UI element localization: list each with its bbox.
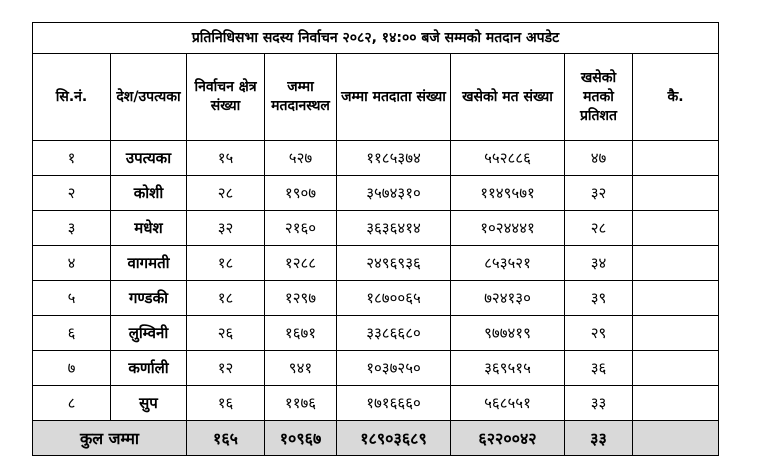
cell-constituencies: १५	[187, 141, 265, 176]
cell-sn: ६	[33, 316, 111, 351]
cell-region: लुम्विनी	[111, 316, 187, 351]
cell-constituencies: १८	[187, 281, 265, 316]
cell-turnout-pct: २९	[565, 316, 633, 351]
table-row	[33, 386, 719, 421]
table-row	[33, 211, 719, 246]
header-sn: सि.नं.	[33, 54, 111, 141]
cell-turnout-pct: ३२	[565, 176, 633, 211]
cell-total-voters: १७१६६६०	[337, 386, 451, 421]
total-total-voters: १८९०३६८९	[337, 421, 451, 456]
cell-turnout-pct: ३६	[565, 351, 633, 386]
cell-sn: ८	[33, 386, 111, 421]
cell-remarks	[633, 211, 719, 246]
cell-remarks	[633, 141, 719, 176]
cell-remarks	[633, 316, 719, 351]
cell-region: गण्डकी	[111, 281, 187, 316]
cell-turnout-pct: २८	[565, 211, 633, 246]
cell-total-voters: ३५७४३१०	[337, 176, 451, 211]
cell-polling-places: १२९७	[265, 281, 337, 316]
cell-turnout-pct: ४७	[565, 141, 633, 176]
cell-votes-cast: १०२४४४१	[451, 211, 565, 246]
cell-region: कर्णाली	[111, 351, 187, 386]
cell-constituencies: २८	[187, 176, 265, 211]
cell-polling-places: ५२७	[265, 141, 337, 176]
cell-sn: ३	[33, 211, 111, 246]
table-row	[33, 351, 719, 386]
cell-total-voters: २४९६९३६	[337, 246, 451, 281]
header-region: देश/उपत्यका	[111, 54, 187, 141]
cell-votes-cast: ८५३५२१	[451, 246, 565, 281]
table-row	[33, 176, 719, 211]
table-row	[33, 246, 719, 281]
cell-total-voters: ११८५३७४	[337, 141, 451, 176]
header-total-voters: जम्मा मतदाता संख्या	[337, 54, 451, 141]
cell-polling-places: ९४१	[265, 351, 337, 386]
cell-votes-cast: ७२४१३०	[451, 281, 565, 316]
total-label: कुल जम्मा	[33, 421, 187, 456]
cell-turnout-pct: ३९	[565, 281, 633, 316]
cell-region: उपत्यका	[111, 141, 187, 176]
cell-polling-places: १६७१	[265, 316, 337, 351]
cell-region: सुप	[111, 386, 187, 421]
cell-polling-places: ११७६	[265, 386, 337, 421]
cell-remarks	[633, 281, 719, 316]
cell-votes-cast: ९७७४१९	[451, 316, 565, 351]
table-row	[33, 316, 719, 351]
turnout-table	[32, 22, 719, 456]
cell-remarks	[633, 386, 719, 421]
total-votes-cast: ६२२००४२	[451, 421, 565, 456]
cell-constituencies: १२	[187, 351, 265, 386]
cell-remarks	[633, 176, 719, 211]
header-remarks: कै.	[633, 54, 719, 141]
cell-remarks	[633, 246, 719, 281]
cell-turnout-pct: ३३	[565, 386, 633, 421]
cell-votes-cast: ३६९५१५	[451, 351, 565, 386]
cell-constituencies: २६	[187, 316, 265, 351]
cell-votes-cast: ५६८५५१	[451, 386, 565, 421]
cell-total-voters: १०३७२५०	[337, 351, 451, 386]
table-row	[33, 281, 719, 316]
cell-votes-cast: ११४९५७१	[451, 176, 565, 211]
cell-sn: ७	[33, 351, 111, 386]
header-constituencies: निर्वाचन क्षेत्र संख्या	[187, 54, 265, 141]
table-title: प्रतिनिधिसभा सदस्य निर्वाचन २०८२, १४:०० बजे सम्मको मतदान अपडेट	[33, 23, 719, 54]
cell-region: कोशी	[111, 176, 187, 211]
total-remarks	[633, 421, 719, 456]
cell-polling-places: १२८८	[265, 246, 337, 281]
header-row	[33, 54, 719, 141]
cell-sn: २	[33, 176, 111, 211]
cell-turnout-pct: ३४	[565, 246, 633, 281]
cell-constituencies: ३२	[187, 211, 265, 246]
cell-sn: ४	[33, 246, 111, 281]
table-row	[33, 141, 719, 176]
header-polling-places: जम्मा मतदानस्थल	[265, 54, 337, 141]
cell-region: वागमती	[111, 246, 187, 281]
cell-votes-cast: ५५२८८६	[451, 141, 565, 176]
cell-polling-places: २१६०	[265, 211, 337, 246]
total-constituencies: १६५	[187, 421, 265, 456]
cell-region: मधेश	[111, 211, 187, 246]
cell-total-voters: १८७००६५	[337, 281, 451, 316]
election-update-sheet	[32, 22, 718, 456]
cell-sn: ५	[33, 281, 111, 316]
cell-sn: १	[33, 141, 111, 176]
total-turnout-pct: ३३	[565, 421, 633, 456]
cell-total-voters: ३३८६६८०	[337, 316, 451, 351]
cell-constituencies: १८	[187, 246, 265, 281]
header-votes-cast: खसेको मत संख्या	[451, 54, 565, 141]
header-turnout-pct: खसेको मतको प्रतिशत	[565, 54, 633, 141]
total-row	[33, 421, 719, 456]
cell-remarks	[633, 351, 719, 386]
cell-polling-places: १९०७	[265, 176, 337, 211]
total-polling-places: १०९६७	[265, 421, 337, 456]
cell-total-voters: ३६३६४१४	[337, 211, 451, 246]
cell-constituencies: १६	[187, 386, 265, 421]
